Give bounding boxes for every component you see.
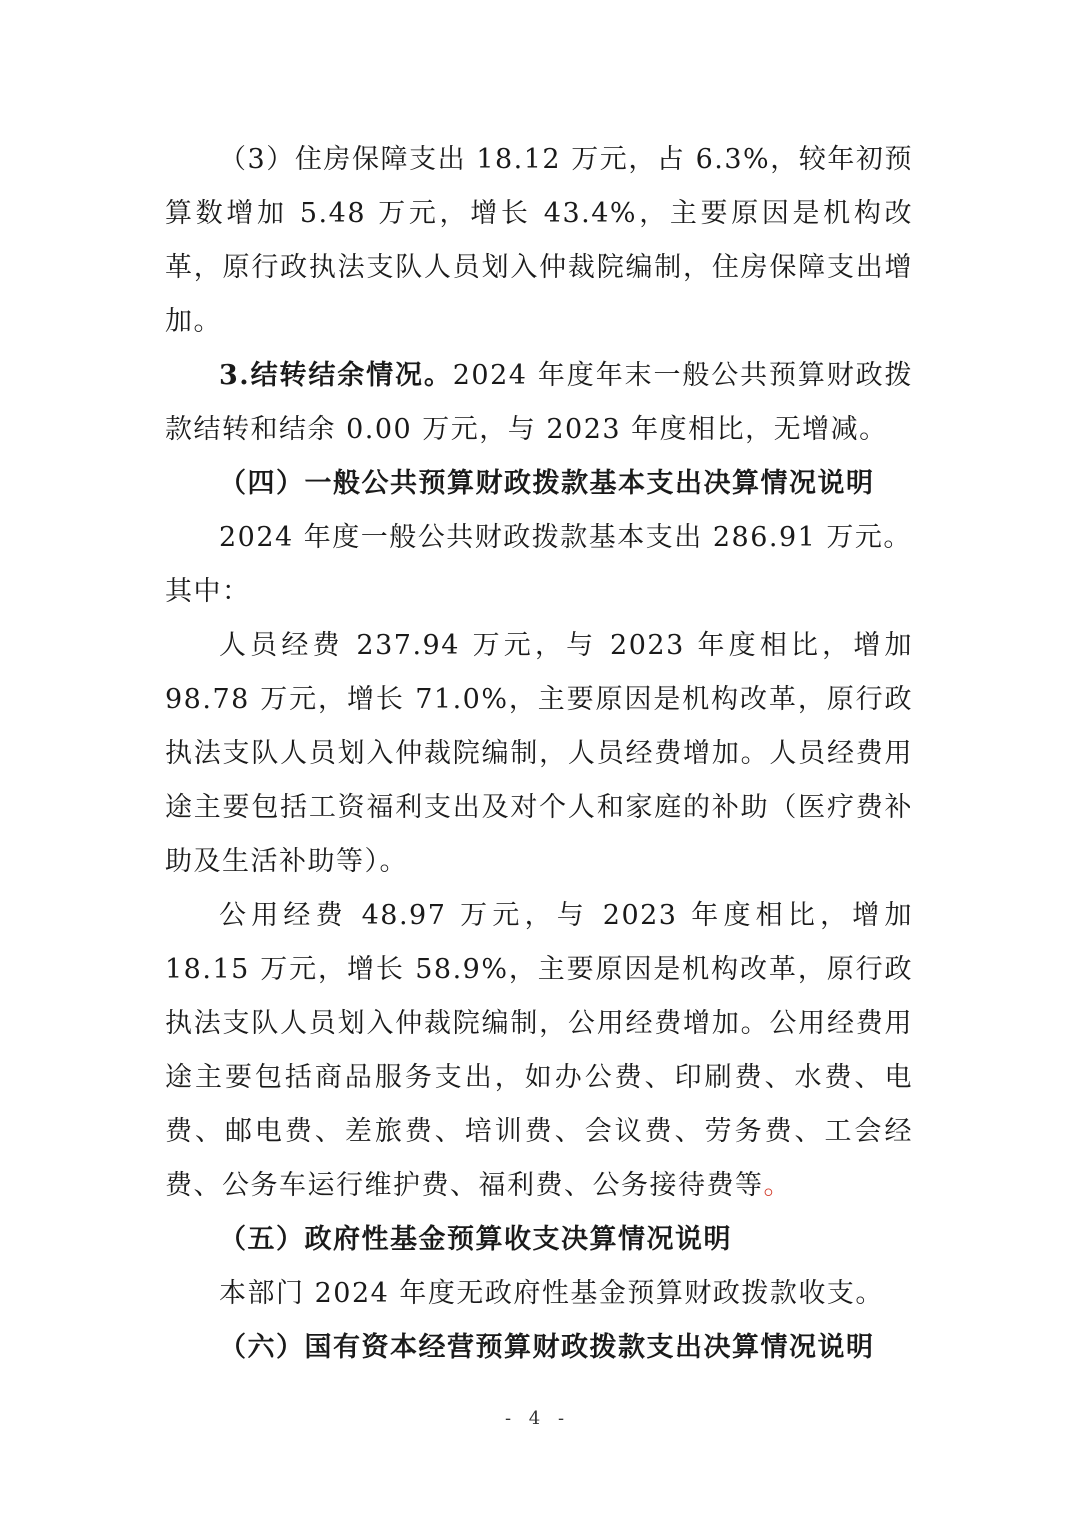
carryover-lead: 3.结转结余情况。 bbox=[219, 360, 453, 391]
paragraph-among-them: 其中： bbox=[165, 576, 251, 607]
document-body bbox=[165, 133, 913, 1375]
paragraph-public-expenses bbox=[165, 889, 913, 1213]
public-expenses-end-mark: 。 bbox=[763, 1170, 792, 1201]
section-heading-5: （五）政府性基金预算收支决算情况说明 bbox=[219, 1224, 732, 1255]
paragraph-personnel-expenses: 人员经费 237.94 万元，与 2023 年度相比，增加 98.78 万元，增长 71.0%，主要原因是机构改革，原行政执法支队人员划入仲裁院编制，人员经费增加。人员经费用途主要包括工资福利支出及对个人和家庭的补助（医疗费补助及生活补助等）。 bbox=[165, 630, 913, 877]
paragraph-housing-expenditure: （3）住房保障支出 18.12 万元，占 6.3%，较年初预算数增加 5.48 万元，增长 43.4%，主要原因是机构改革，原行政执法支队人员划入仲裁院编制，住房保障支出增加。 bbox=[165, 144, 913, 337]
paragraph-basic-expenditure: 2024 年度一般公共财政拨款基本支出 286.91 万元。 bbox=[219, 522, 912, 553]
section-heading-4: （四）一般公共预算财政拨款基本支出决算情况说明 bbox=[219, 468, 875, 499]
public-expenses-text: 公用经费 48.97 万元，与 2023 年度相比，增加 18.15 万元，增长 58.9%，主要原因是机构改革，原行政执法支队人员划入仲裁院编制，公用经费增加。公用经费用途主要包括商品服务支出，如办公费、印刷费、水费、电费、邮电费、差旅费、培训费、会议费、劳务费、工会经费、公务车运行维护费、福利费、公务接待费等 bbox=[165, 900, 913, 1201]
paragraph-government-fund: 本部门 2024 年度无政府性基金预算财政拨款收支。 bbox=[219, 1278, 884, 1309]
page-number: - 4 - bbox=[504, 1408, 571, 1429]
carryover-text: 2024 年度年末一般公共预算财政拨款结转和结余 0.00 万元，与 2023 年度相比，无增减。 bbox=[165, 360, 914, 445]
section-heading-6: （六）国有资本经营预算财政拨款支出决算情况说明 bbox=[219, 1332, 875, 1363]
paragraph-carryover-balance bbox=[165, 349, 913, 457]
